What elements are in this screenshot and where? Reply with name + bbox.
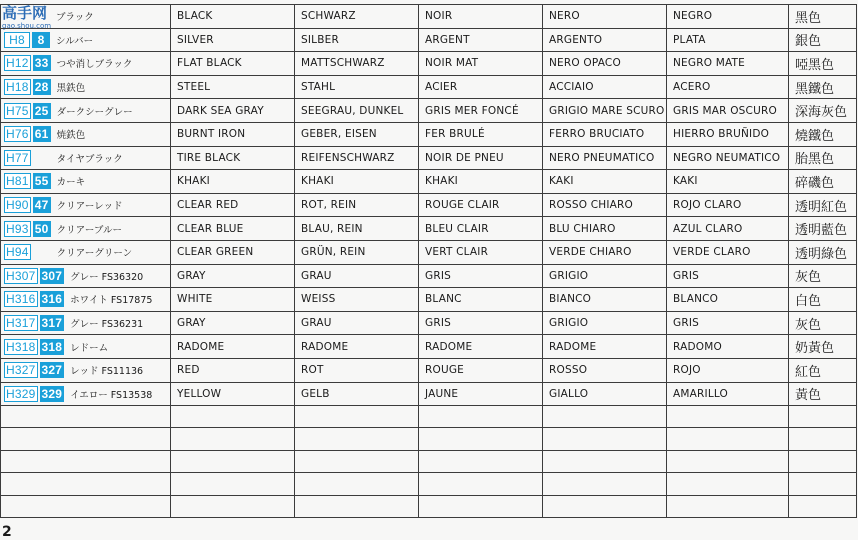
paint-code-cell [1,146,171,170]
japanese-name: ホワイト FS17875 [70,295,153,307]
paint-code-cell [1,358,171,382]
paint-code-group [4,79,170,95]
color-name-fr: GRIS [419,264,543,288]
color-name-en: CLEAR BLUE [171,217,295,241]
color-name-fr: GRIS MER FONCÉ [419,99,543,123]
color-name-fr: ARGENT [419,28,543,52]
color-name-it: GRIGIO [543,311,667,335]
paint-code-group [4,315,170,331]
color-name-de: ROT [295,358,419,382]
mr-color-code: 47 [33,197,51,213]
paint-code-group [4,173,170,189]
paint-code-cell [1,28,171,52]
color-name-en: SILVER [171,28,295,52]
color-name-it: NERO PNEUMATICO [543,146,667,170]
table-row [1,382,857,406]
hobby-color-code: H93 [6,221,29,236]
color-name-fr: BLEU CLAIR [419,217,543,241]
color-name-de: KHAKI [295,170,419,194]
color-name-zh: 銀色 [789,28,857,52]
hobby-color-code: H307 [6,268,36,283]
hobby-color-code: H76 [6,127,29,142]
color-name-it: ACCIAIO [543,75,667,99]
empty-cell [789,473,857,495]
hobby-color-code: H90 [6,198,29,213]
mr-color-code: 28 [33,79,51,95]
mr-color-code: 317 [41,316,63,331]
paint-code-group [4,103,170,119]
color-name-zh: 啞黑色 [789,52,857,76]
color-name-en: DARK SEA GRAY [171,99,295,123]
mr-color-code: 55 [33,173,51,189]
empty-cell [543,450,667,472]
empty-cell [419,495,543,517]
table-row [1,264,857,288]
color-name-zh: 深海灰色 [789,99,857,123]
color-name-es: RADOMO [667,335,789,359]
color-name-fr: ACIER [419,75,543,99]
color-name-de: GRAU [295,264,419,288]
color-name-it: BLU CHIARO [543,217,667,241]
empty-cell [789,428,857,450]
empty-cell [171,495,295,517]
hobby-color-code: H77 [6,150,29,165]
color-name-es: NEGRO MATE [667,52,789,76]
mr-color-code: 316 [41,292,63,307]
mr-color-code: 50 [33,221,51,237]
japanese-name: つや消しブラック [56,59,133,71]
color-name-de: STAHL [295,75,419,99]
color-name-es: ROJO [667,358,789,382]
hobby-color-code: H329 [6,386,36,401]
table-row [1,122,857,146]
empty-cell [1,428,171,450]
hobby-color-code: H318 [6,339,36,354]
color-name-en: WHITE [171,288,295,312]
paint-color-table [0,4,857,518]
empty-row [1,473,857,495]
empty-cell [667,406,789,428]
empty-cell [419,450,543,472]
color-name-zh: 胎黑色 [789,146,857,170]
hobby-color-code: H94 [6,245,29,260]
color-name-de: GEBER, EISEN [295,122,419,146]
paint-code-group [4,9,170,23]
color-name-es: ACERO [667,75,789,99]
japanese-name: タイヤブラック [56,153,123,165]
color-name-en: GRAY [171,264,295,288]
paint-table-body [1,5,857,518]
empty-cell [789,495,857,517]
paint-code-group [4,126,170,142]
table-row [1,75,857,99]
empty-row [1,450,857,472]
empty-cell [171,428,295,450]
paint-code-group [4,55,170,71]
color-name-es: NEGRO NEUMATICO [667,146,789,170]
color-name-es: GRIS [667,264,789,288]
empty-cell [1,473,171,495]
japanese-name: クリアーレッド [56,201,123,213]
paint-code-group [4,339,170,355]
page-number: 2 [2,524,12,540]
table-row [1,170,857,194]
empty-cell [295,450,419,472]
color-name-it: KAKI [543,170,667,194]
table-row [1,52,857,76]
empty-cell [667,428,789,450]
color-name-de: GRAU [295,311,419,335]
color-name-es: KAKI [667,170,789,194]
color-name-zh: 紅色 [789,358,857,382]
color-name-it: FERRO BRUCIATO [543,122,667,146]
table-row [1,288,857,312]
color-name-zh: 透明綠色 [789,240,857,264]
empty-cell [667,473,789,495]
color-name-en: CLEAR GREEN [171,240,295,264]
empty-cell [295,495,419,517]
mr-color-code: 329 [41,386,63,401]
empty-cell [171,406,295,428]
color-name-en: YELLOW [171,382,295,406]
table-row [1,311,857,335]
empty-cell [667,495,789,517]
color-name-fr: RADOME [419,335,543,359]
paint-code-cell [1,52,171,76]
empty-cell [1,406,171,428]
color-name-fr: ROUGE [419,358,543,382]
paint-code-cell [1,311,171,335]
paint-code-group [4,244,170,260]
empty-cell [543,495,667,517]
color-name-it: NERO [543,5,667,29]
japanese-name: グレー FS36320 [70,271,144,283]
color-name-it: VERDE CHIARO [543,240,667,264]
japanese-name: 焼鉄色 [56,130,86,142]
color-name-en: CLEAR RED [171,193,295,217]
empty-cell [419,406,543,428]
color-name-en: BURNT IRON [171,122,295,146]
color-name-fr: NOIR [419,5,543,29]
mr-color-code: 307 [41,268,63,283]
color-name-es: GRIS MAR OSCURO [667,99,789,123]
color-name-en: RADOME [171,335,295,359]
paint-code-cell [1,99,171,123]
color-name-fr: ROUGE CLAIR [419,193,543,217]
japanese-name: シルバー [56,35,94,47]
color-name-it: GIALLO [543,382,667,406]
paint-code-group [4,221,170,237]
paint-code-cell [1,75,171,99]
color-name-fr: NOIR MAT [419,52,543,76]
paint-code-cell [1,170,171,194]
empty-cell [1,495,171,517]
color-name-fr: JAUNE [419,382,543,406]
color-name-it: NERO OPACO [543,52,667,76]
japanese-name: 黒鉄色 [56,83,86,95]
table-row [1,5,857,29]
color-name-zh: 黑色 [789,5,857,29]
paint-code-cell [1,193,171,217]
hobby-color-code: H327 [6,363,36,378]
color-name-de: ROT, REIN [295,193,419,217]
japanese-name: カーキ [56,177,86,189]
japanese-name: クリアーグリーン [56,248,133,260]
color-name-en: BLACK [171,5,295,29]
color-name-it: GRIGIO MARE SCURO [543,99,667,123]
color-name-de: GELB [295,382,419,406]
paint-code-group [4,197,170,213]
color-name-de: GRÜN, REIN [295,240,419,264]
hobby-color-code: H75 [6,103,29,118]
japanese-name: イエロー FS13538 [70,389,153,401]
paint-code-group [4,291,170,307]
color-name-zh: 黃色 [789,382,857,406]
paint-code-group [4,268,170,284]
hobby-color-code: H8 [4,32,30,48]
table-row [1,358,857,382]
empty-cell [295,428,419,450]
color-name-fr: FER BRULÉ [419,122,543,146]
color-name-de: SEEGRAU, DUNKEL [295,99,419,123]
japanese-name: ダークシーグレー [56,106,133,118]
empty-cell [171,450,295,472]
color-name-it: RADOME [543,335,667,359]
color-name-en: STEEL [171,75,295,99]
mr-color-code: 318 [41,339,63,354]
paint-code-cell [1,240,171,264]
japanese-name: グレー FS36231 [70,319,144,331]
hobby-color-code: H12 [6,56,29,71]
paint-code-group [4,386,170,402]
color-name-it: ROSSO [543,358,667,382]
color-name-fr: VERT CLAIR [419,240,543,264]
mr-color-code: 25 [33,103,51,119]
color-name-fr: GRIS [419,311,543,335]
paint-code-group [4,362,170,378]
color-name-es: GRIS [667,311,789,335]
color-name-de: RADOME [295,335,419,359]
table-row [1,193,857,217]
color-name-en: RED [171,358,295,382]
hobby-color-code: H317 [6,316,36,331]
color-name-it: BIANCO [543,288,667,312]
color-name-es: VERDE CLARO [667,240,789,264]
hobby-color-code: H81 [6,174,29,189]
color-name-en: TIRE BLACK [171,146,295,170]
empty-cell [419,428,543,450]
color-name-zh: 灰色 [789,264,857,288]
empty-cell [1,450,171,472]
empty-cell [667,450,789,472]
color-name-zh: 透明紅色 [789,193,857,217]
empty-cell [543,473,667,495]
color-name-es: AMARILLO [667,382,789,406]
table-row [1,146,857,170]
empty-cell [543,406,667,428]
mr-color-code: 33 [33,55,51,71]
paint-code-cell [1,335,171,359]
color-name-en: FLAT BLACK [171,52,295,76]
color-name-zh: 燒鐵色 [789,122,857,146]
color-name-it: ROSSO CHIARO [543,193,667,217]
empty-cell [295,406,419,428]
table-row [1,99,857,123]
japanese-name: クリアーブルー [56,224,122,236]
color-name-zh: 透明藍色 [789,217,857,241]
paint-code-group [4,150,170,166]
japanese-name: レドーム [70,342,109,354]
japanese-name: レッド FS11136 [70,366,144,378]
color-name-es: HIERRO BRUÑIDO [667,122,789,146]
watermark-url: gao.shou.com [2,22,52,30]
empty-cell [295,473,419,495]
color-name-de: SILBER [295,28,419,52]
color-name-es: BLANCO [667,288,789,312]
color-name-de: MATTSCHWARZ [295,52,419,76]
mr-color-code: 61 [33,126,51,142]
color-name-es: PLATA [667,28,789,52]
color-name-it: ARGENTO [543,28,667,52]
japanese-name: ブラック [56,12,94,24]
color-name-de: BLAU, REIN [295,217,419,241]
hobby-color-code: H18 [6,80,29,95]
table-row [1,335,857,359]
empty-row [1,406,857,428]
color-name-zh: 灰色 [789,311,857,335]
color-name-it: GRIGIO [543,264,667,288]
empty-cell [171,473,295,495]
paint-code-cell [1,382,171,406]
color-name-fr: NOIR DE PNEU [419,146,543,170]
color-name-es: NEGRO [667,5,789,29]
paint-code-cell [1,5,171,29]
color-name-fr: BLANC [419,288,543,312]
mr-color-code: 8 [32,32,50,48]
paint-code-cell [1,217,171,241]
color-name-de: WEISS [295,288,419,312]
table-row [1,240,857,264]
watermark-text: 高手网 [2,4,48,22]
paint-code-cell [1,122,171,146]
hobby-color-code: H316 [6,292,36,307]
color-name-de: REIFENSCHWARZ [295,146,419,170]
color-name-fr: KHAKI [419,170,543,194]
color-name-zh: 白色 [789,288,857,312]
table-row [1,28,857,52]
color-name-en: KHAKI [171,170,295,194]
empty-row [1,428,857,450]
table-row [1,217,857,241]
color-name-zh: 黑鐵色 [789,75,857,99]
mr-color-code: 327 [41,363,63,378]
empty-cell [419,473,543,495]
color-name-es: ROJO CLARO [667,193,789,217]
paint-code-cell [1,264,171,288]
paint-code-cell [1,288,171,312]
color-name-en: GRAY [171,311,295,335]
empty-cell [789,406,857,428]
color-name-zh: 奶黃色 [789,335,857,359]
paint-code-group [4,32,170,48]
color-name-es: AZUL CLARO [667,217,789,241]
empty-cell [789,450,857,472]
color-name-de: SCHWARZ [295,5,419,29]
empty-row [1,495,857,517]
color-name-zh: 碎磯色 [789,170,857,194]
empty-cell [543,428,667,450]
